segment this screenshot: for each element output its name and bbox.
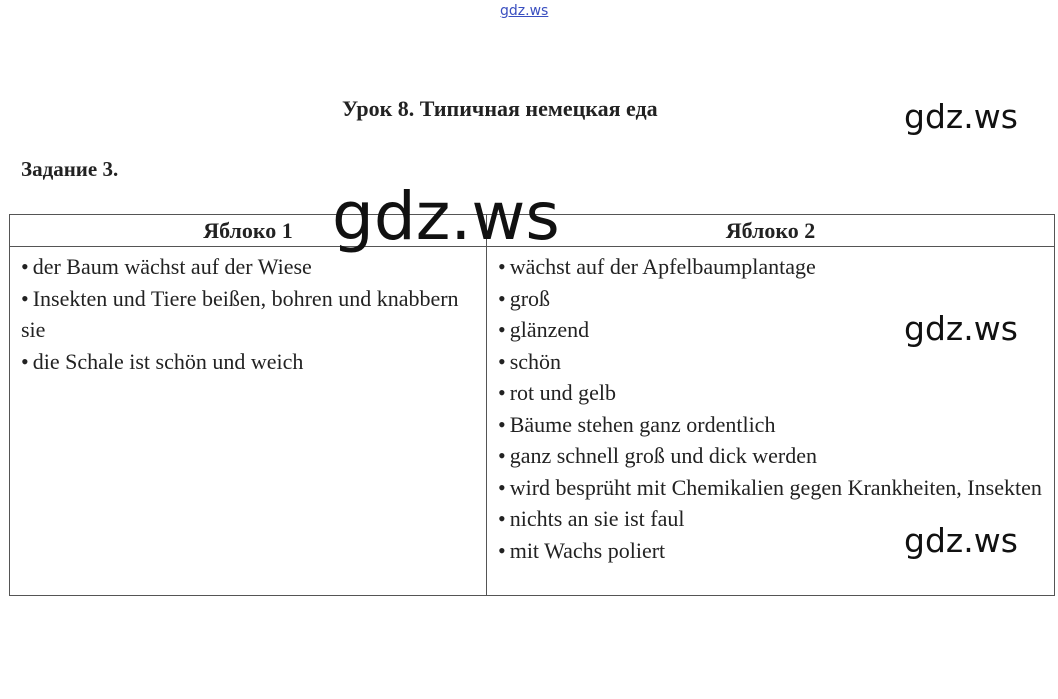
list-item: • Bäume stehen ganz ordentlich <box>498 409 1046 441</box>
comparison-table <box>9 214 1055 596</box>
list-item: • der Baum wächst auf der Wiese <box>21 251 478 283</box>
list-item: • Insekten und Tiere beißen, bohren und knabbern sie <box>21 283 478 346</box>
list-item: • nichts an sie ist faul <box>498 503 1046 535</box>
watermark-1: gdz.ws <box>904 97 1018 136</box>
list-item: • rot und gelb <box>498 377 1046 409</box>
task-label: Задание 3. <box>21 157 119 181</box>
list-item: • ganz schnell groß und dick werden <box>498 440 1046 472</box>
list-item: • schön <box>498 346 1046 378</box>
site-link[interactable]: gdz.ws <box>500 3 549 19</box>
list-item: • groß <box>498 283 1046 315</box>
table-row <box>10 247 1055 596</box>
watermark-3: gdz.ws <box>904 521 1018 560</box>
list-item: • wächst auf der Apfelbaumplantage <box>498 251 1046 283</box>
watermark-large: gdz.ws <box>332 178 560 255</box>
column-header-apple-1: Яблоко 1 <box>10 215 487 247</box>
apple-1-cell <box>10 247 487 596</box>
list-item: • wird besprüht mit Chemikalien gegen Krankheiten, Insekten <box>498 472 1046 504</box>
apple-2-list <box>498 251 1046 566</box>
list-item: • glänzend <box>498 314 1046 346</box>
lesson-title: Урок 8. Типичная немецкая еда <box>342 96 658 121</box>
list-item: • die Schale ist schön und weich <box>21 346 478 378</box>
apple-1-list <box>21 251 478 377</box>
list-item: • mit Wachs poliert <box>498 535 1046 567</box>
watermark-2: gdz.ws <box>904 309 1018 348</box>
column-header-apple-2: Яблоко 2 <box>487 215 1055 247</box>
